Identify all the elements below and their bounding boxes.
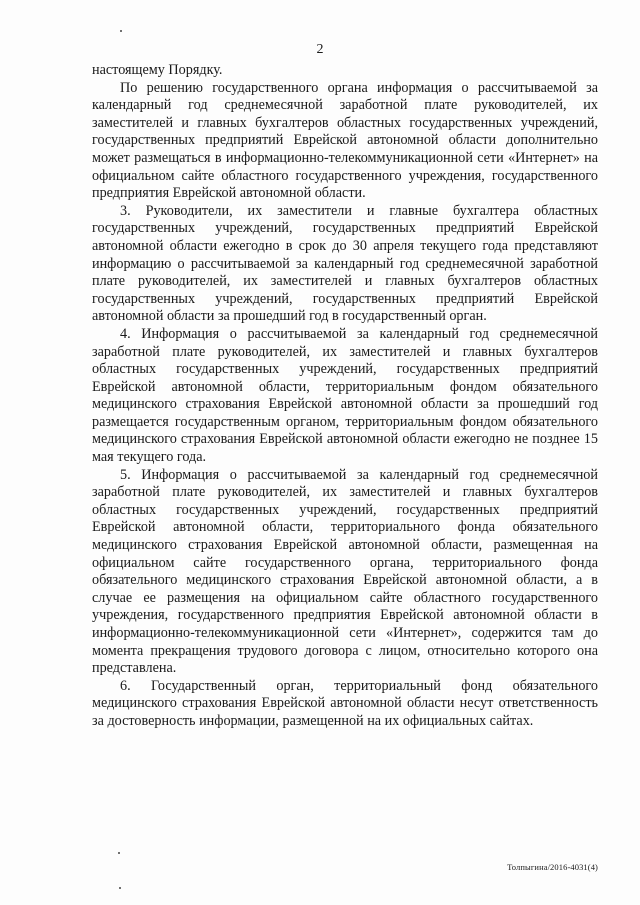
paragraph-continuation: настоящему Порядку. bbox=[92, 62, 223, 78]
paragraph-item-6: 6. Государственный орган, территориальный фонд обязательного медицинского страхования Еврейской автономной области несут ответственность за достоверность информации, размещенной на их официальных сайтах. bbox=[92, 677, 598, 729]
paragraph-item-5: 5. Информация о рассчитываемой за календарный год среднемесячной заработной плате руководителей, их заместителей и главных бухгалтеров областных государственных учреждений, государственных предприятий Еврейской автономной области, территориального фонда обязательного медицинского страхования Еврейской автономной области, размещенная на официальном сайте государственного органа, территориального фонда обязательного медицинского страхования Еврейской автономной области, а в случае ее размещения на официальном сайте областного государственного учреждения, государственного предприятия Еврейской автономной области в информационно-телекоммуникационной сети «Интернет», содержится там до момента прекращения трудового договора с лицом, относительно которого она представлена. bbox=[92, 466, 598, 677]
scan-speck bbox=[118, 852, 120, 854]
paragraph-item-4: 4. Информация о рассчитываемой за календарный год среднемесячной заработной плате руководителей, их заместителей и главных бухгалтеров областных государственных учреждений, государственных предприятий Еврейской автономной области, территориальным фондом обязательного медицинского страхования Еврейской автономной области за прошедший год размещается государственным органом, территориальным фондом обязательного медицинского страхования Еврейской автономной области ежегодно не позднее 15 мая текущего года. bbox=[92, 325, 598, 466]
page-number: 2 bbox=[316, 42, 324, 57]
scan-speck bbox=[119, 887, 121, 889]
document-footer-code: Толпыгина/2016-4031(4) bbox=[507, 862, 598, 872]
paragraph-discretionary-publication: По решению государственного органа информация о рассчитываемой за календарный год среднемесячной заработной плате руководителей, их заместителей и главных бухгалтеров областных государственных учреждений, государственных предприятий Еврейской автономной области дополнительно может размещаться в информационно-телекоммуникационной сети «Интернет» на официальном сайте областного государственного учреждения, государственного предприятия Еврейской автономной области. bbox=[92, 79, 598, 202]
scan-speck bbox=[120, 30, 122, 32]
paragraph-item-3: 3. Руководители, их заместители и главные бухгалтера областных государственных учреждений, государственных предприятий Еврейской автономной области ежегодно в срок до 30 апреля текущего года представляют информацию о рассчитываемой за календарный год среднемесячной заработной плате руководителей, их заместителей и главных бухгалтеров областных государственных учреждений, государственных предприятий Еврейской автономной области за прошедший год в государственный орган. bbox=[92, 202, 598, 325]
document-body bbox=[92, 62, 598, 731]
